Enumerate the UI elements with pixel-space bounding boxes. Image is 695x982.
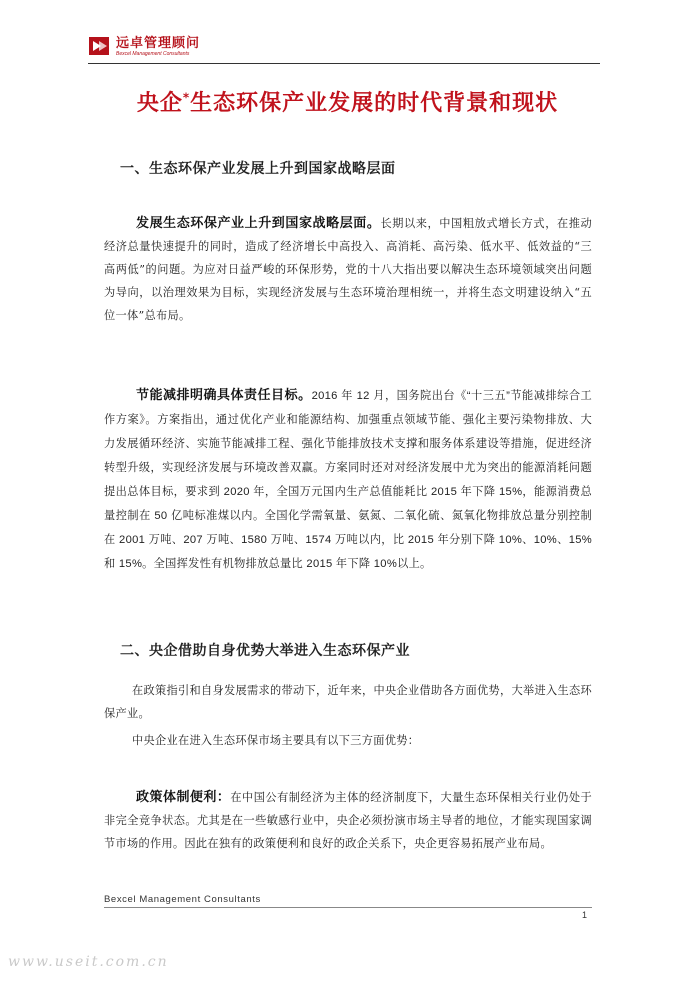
title-part-b: 生态环保产业发展的时代背景和现状 <box>190 91 559 116</box>
footer-company: Bexcel Management Consultants <box>104 894 261 905</box>
paragraph-5-lead: 政策体制便利： <box>136 790 231 805</box>
logo-mark-icon <box>88 34 112 58</box>
title-asterisk: * <box>182 90 191 105</box>
logo-english-name: Bexcel Management Consultants <box>116 50 190 57</box>
paragraph-2-body: 2016 年 12 月，国务院出台《“十三五”节能减排综合工作方案》。方案指出，通过优化产业和能源结构、加强重点领域节能、强化主要污染物排放、大力发展循环经济、实施节能减排工程、强化节能排放技术支撑和服务体系建设等措施，促进经济转型升级，实现经济发展与环境改善双赢。方案同时还对对经济发展中尤为突出的能源消耗问题提出总体目标，要求到 2020 年，全国万元国内生产总值能耗比 2015 年下降 15%，能源消费总量控制在 50 亿吨标准煤以内。全国化学需氧量、氨氮、二氧化硫、氮氧化物排放总量分别控制在 2001 万吨、207 万吨、1580 万吨、1574 万吨以内，比 2015 年分别下降 10%、10%、15%和 15%。全国挥发性有机物排放总量比 2015 年下降 10%以上。 <box>104 390 593 570</box>
title-part-a: 央企 <box>136 91 183 116</box>
paragraph-5-body: 在中国公有制经济为主体的经济制度下，大量生态环保相关行业仍处于非完全竞争状态。尤其是在一些敏感行业中，央企必须扮演市场主导者的地位，才能实现国家调节市场的作用。因此在独有的政策便利和良好的政企关系下，央企更容易拓展产业布局。 <box>104 791 592 850</box>
logo-chinese-name: 远卓管理顾问 <box>116 35 201 51</box>
paragraph-2 <box>104 384 592 576</box>
paragraph-5 <box>104 786 592 855</box>
section-1-heading: 一、生态环保产业发展上升到国家战略层面 <box>120 161 396 177</box>
footer-divider <box>104 907 592 908</box>
section-2-heading: 二、央企借助自身优势大举进入生态环保产业 <box>120 643 410 659</box>
page-number: 1 <box>582 910 588 920</box>
watermark: www.useit.com.cn <box>8 954 169 970</box>
page-header <box>88 34 600 64</box>
paragraph-1 <box>104 212 592 327</box>
document-title <box>0 86 695 117</box>
company-logo <box>88 34 200 58</box>
paragraph-4: 中央企业在进入生态环保市场主要具有以下三方面优势： <box>132 734 420 747</box>
header-divider <box>88 63 600 64</box>
paragraph-3: 在政策指引和自身发展需求的带动下，近年来，中央企业借助各方面优势，大举进入生态环保产业。 <box>104 684 592 720</box>
paragraph-1-body: 长期以来，中国粗放式增长方式，在推动经济总量快速提升的同时，造成了经济增长中高投入、高消耗、高污染、低水平、低效益的“三高两低”的问题。为应对日益严峻的环保形势，党的十八大指出要以解决生态环境领域突出问题为导向，以治理效果为目标，实现经济发展与生态环境治理相统一，并将生态文明建设纳入“五位一体”总布局。 <box>104 217 592 322</box>
paragraph-1-lead: 发展生态环保产业上升到国家战略层面。 <box>136 216 381 231</box>
paragraph-2-lead: 节能减排明确具体责任目标。 <box>136 388 312 403</box>
